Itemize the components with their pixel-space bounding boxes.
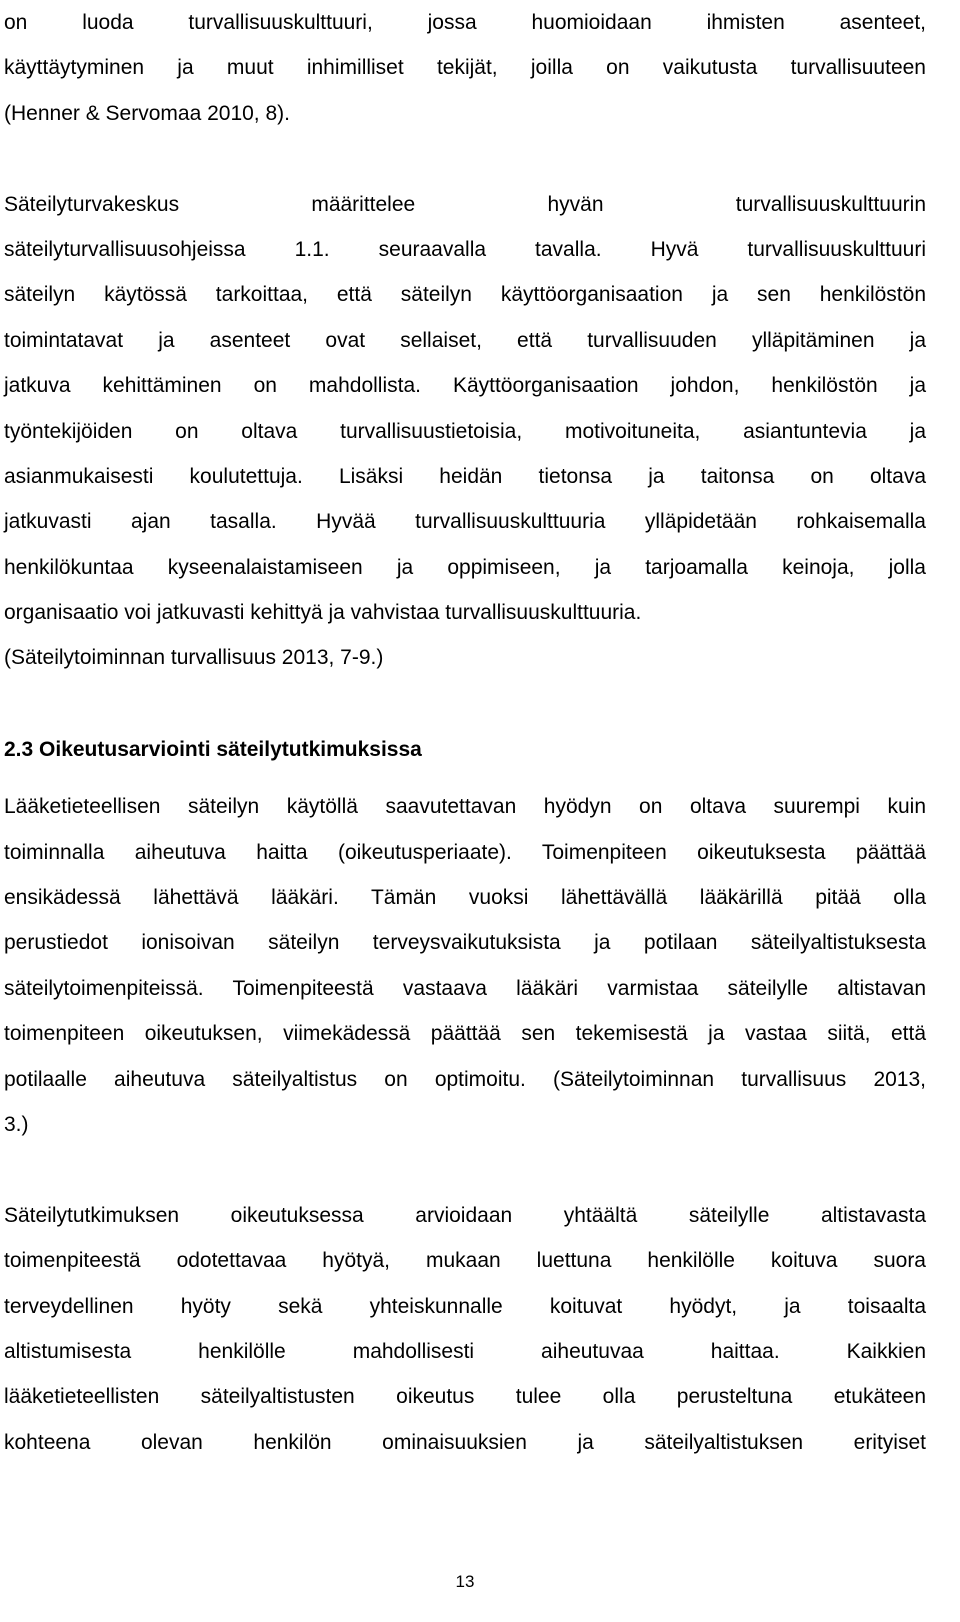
paragraph (4, 182, 926, 681)
text-line: toimintatavat ja asenteet ovat sellaiset, että turvallisuuden ylläpitäminen ja (4, 328, 926, 352)
paragraph (4, 0, 926, 136)
text-line: organisaatio voi jatkuvasti kehittyä ja vahvistaa turvallisuuskulttuuria. (4, 601, 642, 625)
page-number: 13 (455, 1572, 475, 1591)
text-line: ensikädessä lähettävä lääkäri. Tämän vuoksi lähettävällä lääkärillä pitää olla (4, 886, 926, 910)
text-line: säteilyturvallisuusohjeissa 1.1. seuraavalla tavalla. Hyvä turvallisuuskulttuuri (4, 237, 926, 261)
text-line: henkilökuntaa kyseenalaistamiseen ja oppimiseen, ja tarjoamalla keinoja, jolla (4, 555, 926, 579)
text-line: Lääketieteellisen säteilyn käytöllä saavutettavan hyödyn on oltava suurempi kuin (4, 795, 926, 819)
text-line: potilaalle aiheutuva säteilyaltistus on optimoitu. (Säteilytoiminnan turvallisuus 2013, (4, 1067, 926, 1091)
text-line: säteilyn käytössä tarkoittaa, että säteilyn käyttöorganisaation ja sen henkilöstön (4, 283, 926, 307)
text-line: jatkuvasti ajan tasalla. Hyvää turvallisuuskulttuuria ylläpidetään rohkaisemalla (4, 510, 926, 534)
text-line: työntekijöiden on oltava turvallisuustietoisia, motivoituneita, asiantuntevia ja (4, 419, 926, 443)
text-line: (Henner & Servomaa 2010, 8). (4, 101, 290, 125)
text-line: on luoda turvallisuuskulttuuri, jossa huomioidaan ihmisten asenteet, (4, 11, 926, 34)
section-heading: 2.3 Oikeutusarviointi säteilytutkimuksissa (4, 737, 422, 761)
text-line: asianmukaisesti koulutettuja. Lisäksi heidän tietonsa ja taitonsa on oltava (4, 464, 926, 488)
paragraph (4, 1193, 926, 1465)
paragraph (4, 784, 926, 1147)
text-line: toiminnalla aiheutuva haitta (oikeutusperiaate). Toimenpiteen oikeutuksesta päättää (4, 840, 926, 864)
text-line: jatkuva kehittäminen on mahdollista. Käyttöorganisaation johdon, henkilöstön ja (4, 374, 926, 398)
text-line: altistumisesta henkilölle mahdollisesti aiheutuvaa haittaa. Kaikkien (4, 1339, 926, 1363)
text-line: Säteilytutkimuksen oikeutuksessa arvioidaan yhtäältä säteilylle altistavasta (4, 1203, 926, 1227)
text-line: käyttäytyminen ja muut inhimilliset tekijät, joilla on vaikutusta turvallisuuteen (4, 56, 926, 80)
document-page (4, 0, 926, 1465)
text-line: kohteena olevan henkilön ominaisuuksien ja säteilyaltistuksen erityiset (4, 1430, 926, 1454)
text-line: Säteilyturvakeskus määrittelee hyvän turvallisuuskulttuurin (4, 192, 926, 216)
paragraph-gap (4, 136, 926, 181)
text-line: säteilytoimenpiteissä. Toimenpiteestä vastaava lääkäri varmistaa säteilylle altistavan (4, 976, 926, 1000)
paragraph-gap (4, 1147, 926, 1192)
text-line: 3.) (4, 1112, 29, 1136)
text-line: perustiedot ionisoivan säteilyn terveysvaikutuksista ja potilaan säteilyaltistuksesta (4, 931, 926, 955)
text-line: lääketieteellisten säteilyaltistusten oikeutus tulee olla perusteltuna etukäteen (4, 1385, 926, 1409)
text-line: (Säteilytoiminnan turvallisuus 2013, 7-9.) (4, 646, 384, 670)
text-line: toimenpiteen oikeutuksen, viimekädessä päättää sen tekemisestä ja vastaa siitä, että (4, 1022, 926, 1046)
text-line: terveydellinen hyöty sekä yhteiskunnalle koituvat hyödyt, ja toisaalta (4, 1294, 926, 1318)
text-line: toimenpiteestä odotettavaa hyötyä, mukaan luettuna henkilölle koituva suora (4, 1249, 926, 1273)
